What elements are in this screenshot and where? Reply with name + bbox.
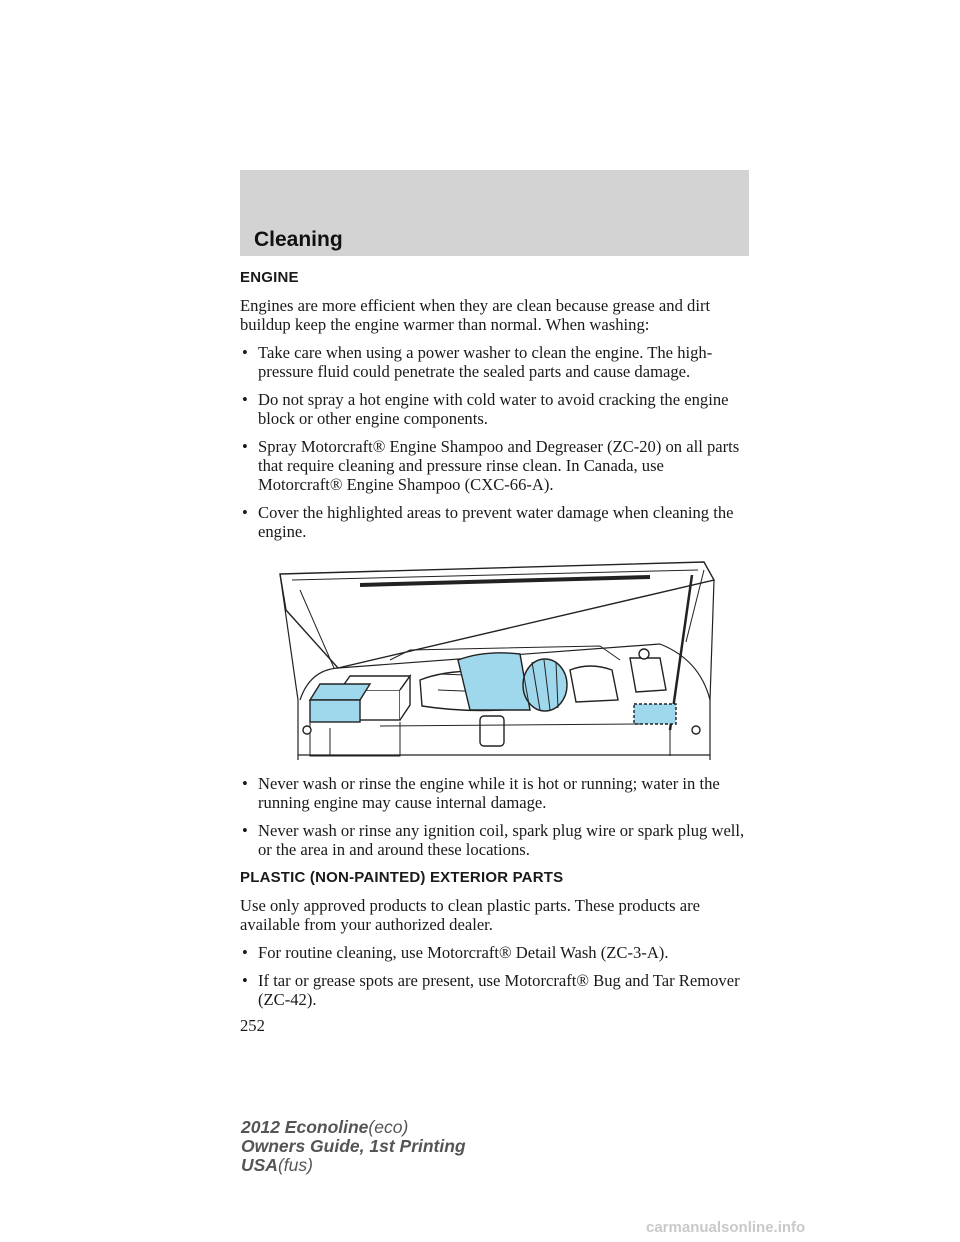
watermark: carmanualsonline.info	[646, 1219, 806, 1236]
bullet-item: • Never wash or rinse any ignition coil, spark plug wire or spark plug well, or the area in and around these locations.	[240, 821, 750, 859]
fuse-box-highlight	[634, 704, 676, 724]
battery-cover-highlight	[310, 700, 360, 722]
bullet-item: • Do not spray a hot engine with cold water to avoid cracking the engine block or other engine components.	[240, 390, 750, 428]
engine-heading: ENGINE	[240, 269, 299, 286]
document-footer	[241, 1118, 466, 1175]
bullet-item: • Cover the highlighted areas to prevent water damage when cleaning the engine.	[240, 503, 750, 541]
section-title: Cleaning	[254, 228, 343, 251]
bullet-item: • Take care when using a power washer to clean the engine. The high-pressure fluid could penetrate the sealed parts and cause damage.	[240, 343, 750, 381]
page-content	[240, 268, 750, 1035]
engine-compartment-figure	[240, 550, 750, 764]
plastic-parts-intro: Use only approved products to clean plastic parts. These products are available from your authorized dealer.	[240, 896, 701, 934]
footer-region-code: (fus)	[277, 1155, 313, 1175]
page-number: 252	[240, 1016, 265, 1035]
engine-bullet-list	[240, 343, 750, 541]
plastic-parts-heading: PLASTIC (NON-PAINTED) EXTERIOR PARTS	[240, 869, 564, 886]
air-filter-highlight	[458, 653, 530, 710]
bullet-item: • Spray Motorcraft® Engine Shampoo and Degreaser (ZC-20) on all parts that require cleaning and pressure rinse clean. In Canada, use Motorcraft® Engine Shampoo (CXC-66-A).	[240, 437, 750, 494]
bullet-item: • For routine cleaning, use Motorcraft® Detail Wash (ZC-3-A).	[240, 943, 750, 962]
footer-guide: Owners Guide, 1st Printing	[241, 1136, 466, 1156]
battery-highlight	[310, 684, 370, 700]
footer-model: 2012 Econoline	[241, 1117, 369, 1137]
engine-warning-list	[240, 774, 750, 859]
engine-intro: Engines are more efficient when they are clean because grease and dirt buildup keep the engine warmer than normal. When washing:	[240, 296, 711, 334]
highlight-area-center	[458, 653, 567, 711]
footer-region: USA	[241, 1155, 278, 1175]
bullet-item: • If tar or grease spots are present, use Motorcraft® Bug and Tar Remover (ZC-42).	[240, 971, 750, 1009]
bullet-item: • Never wash or rinse the engine while it is hot or running; water in the running engine may cause internal damage.	[240, 774, 750, 812]
plastic-bullet-list	[240, 943, 750, 1009]
footer-model-code: (eco)	[368, 1117, 409, 1137]
